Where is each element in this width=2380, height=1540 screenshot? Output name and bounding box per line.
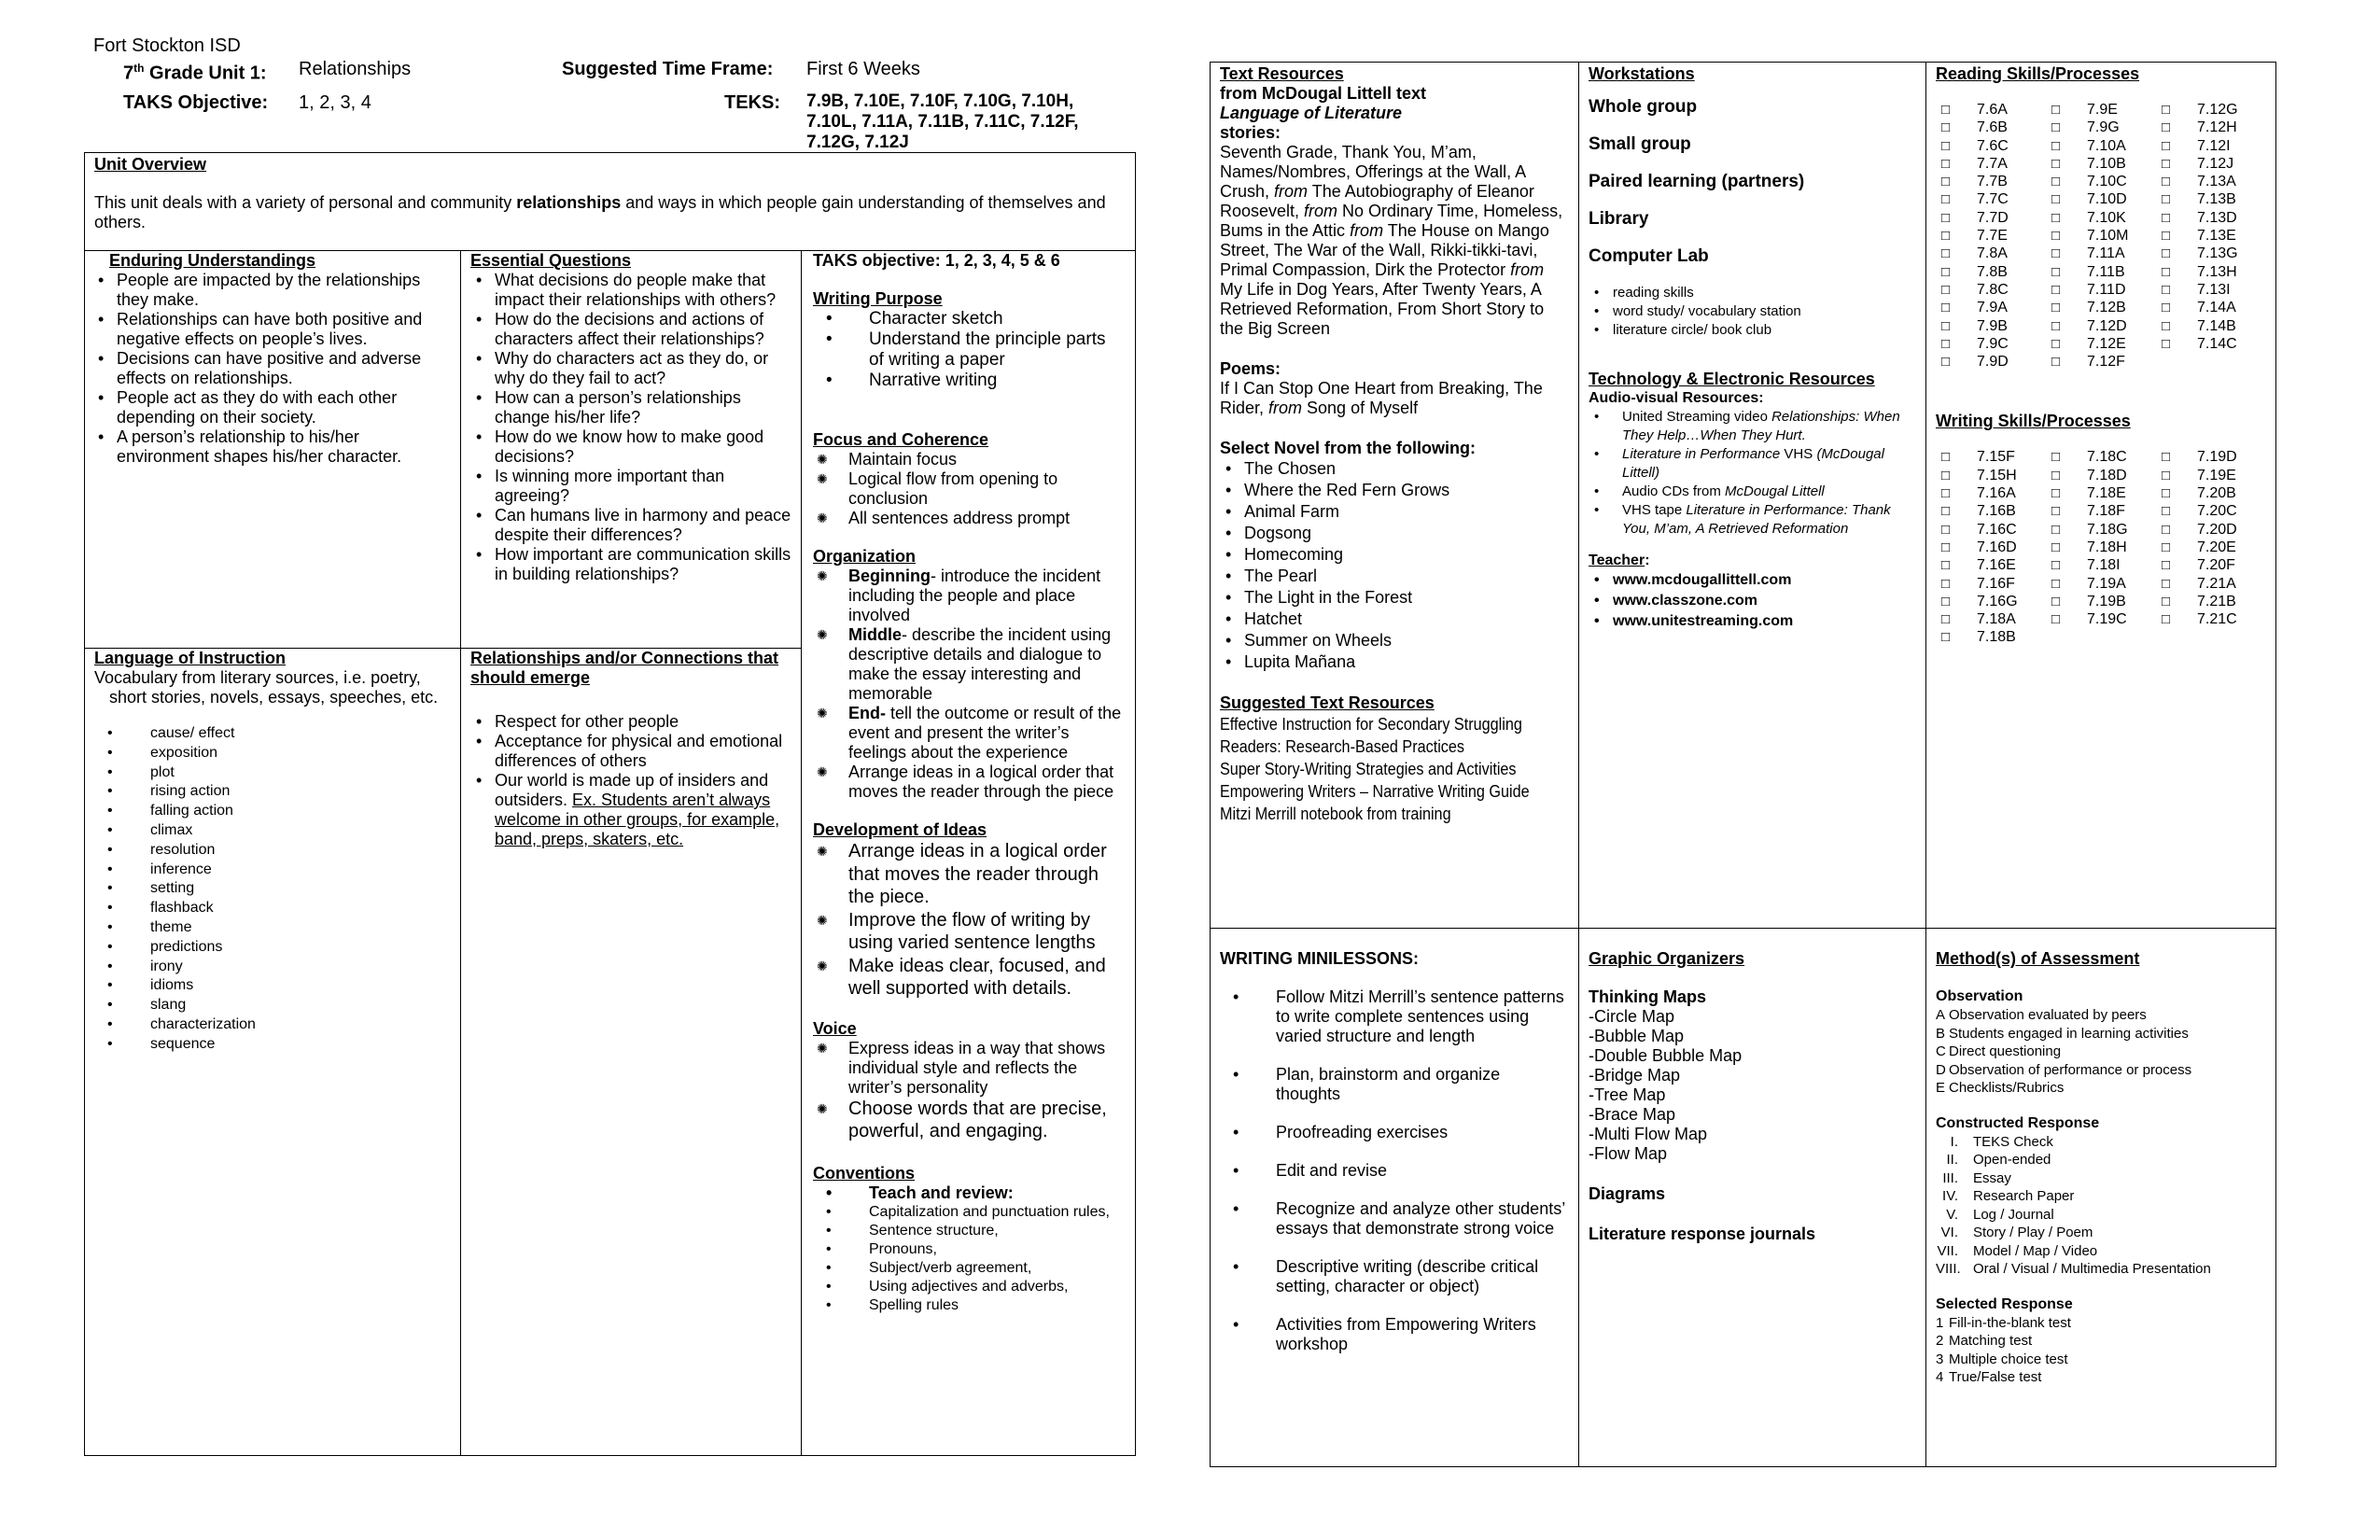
- writing-skill-checkbox: □ 7.20B: [2156, 484, 2266, 502]
- writing-skill-checkbox: □ 7.20E: [2156, 539, 2266, 556]
- suggested-item: Mitzi Merrill notebook from training: [1220, 805, 1451, 823]
- thinking-map-item: -Multi Flow Map: [1589, 1125, 1708, 1143]
- district-name: Fort Stockton ISD: [93, 35, 241, 56]
- writing-skill-checkbox: □ 7.20D: [2156, 521, 2266, 539]
- workstation-item: • word study/ vocabulary station: [1589, 302, 1916, 321]
- suggested-item: Empowering Writers – Narrative Writing Guide: [1220, 782, 1530, 801]
- reading-skill-checkbox: □ 7.9B: [1936, 317, 2046, 335]
- writing-skill-checkbox: □ 7.16E: [1936, 556, 2046, 574]
- reading-skill-checkbox: □ 7.9E: [2046, 101, 2156, 119]
- unit-overview-text: This unit deals with a variety of personal and community relationships and ways in which people gain understanding of themselves and others.: [94, 193, 1106, 231]
- writing-purpose-item: • Narrative writing: [813, 371, 1124, 391]
- observation-item: C Direct questioning: [1936, 1043, 2062, 1059]
- writing-skill-checkbox: □ 7.16G: [1936, 593, 2046, 610]
- selected-title: Selected Response: [1936, 1295, 2073, 1312]
- reading-skill-checkbox: □ 7.14C: [2156, 335, 2266, 353]
- development-item: ✺ Arrange ideas in a logical order that moves the reader through the piece.: [813, 840, 1124, 909]
- minilesson-item: • Descriptive writing (describe critical setting, character or object): [1220, 1257, 1569, 1296]
- language-term: • climax: [94, 821, 451, 841]
- language-term: • slang: [94, 996, 451, 1015]
- constructed-item: III. Essay: [1942, 1169, 2011, 1186]
- reading-skill-checkbox: □ 7.9C: [1936, 335, 2046, 353]
- language-term: • rising action: [94, 782, 451, 802]
- reading-skill-checkbox: □ 7.12H: [2156, 119, 2266, 136]
- novel-list: [1220, 458, 1569, 673]
- questions-list: [470, 271, 791, 584]
- workstation-item: • reading skills: [1589, 284, 1916, 302]
- thinking-map-item: -Circle Map: [1589, 1007, 1675, 1026]
- language-term: • plot: [94, 763, 451, 783]
- conventions-item: • Spelling rules: [813, 1296, 1124, 1315]
- reading-skill-checkbox: □ 7.7C: [1936, 190, 2046, 208]
- organization-title: Organization: [813, 547, 917, 566]
- observation-item: E Checklists/Rubrics: [1936, 1080, 2065, 1096]
- conventions-item: • Sentence structure,: [813, 1222, 1124, 1240]
- workstation-group: Computer Lab: [1589, 246, 1709, 266]
- writing-purpose-item: • Understand the principle parts of writing a paper: [813, 329, 1124, 371]
- reading-skill-checkbox: □ 7.13G: [2156, 245, 2266, 262]
- constructed-list: [1936, 1133, 2266, 1279]
- unit-overview-title: Unit Overview: [94, 155, 207, 174]
- language-term: • irony: [94, 958, 451, 977]
- language-term: • falling action: [94, 802, 451, 821]
- reading-skill-checkbox: □ 7.9G: [2046, 119, 2156, 136]
- taks-col-title: TAKS objective: 1, 2, 3, 4, 5 & 6: [813, 251, 1060, 270]
- connections-item: • Respect for other people: [470, 712, 791, 732]
- stories-title: stories:: [1220, 123, 1281, 142]
- writing-minilessons: [1210, 928, 1579, 1467]
- reading-skills-title: Reading Skills/Processes: [1936, 64, 2140, 83]
- maps-list: [1589, 1007, 1916, 1164]
- writing-skill-checkbox: □ 7.18A: [1936, 610, 2046, 628]
- unit-overview: [84, 152, 1136, 251]
- writing-skill-checkbox: □ 7.19C: [2046, 610, 2156, 628]
- reading-skill-checkbox: □ 7.8C: [1936, 281, 2046, 299]
- workstation-group: Library: [1589, 209, 1649, 229]
- reading-skill-checkbox: □ 7.12D: [2046, 317, 2156, 335]
- organization-list: [813, 567, 1124, 802]
- teacher-link: • www.mcdougallittell.com: [1589, 570, 1916, 591]
- reading-skill-checkbox: □ 7.9A: [1936, 299, 2046, 316]
- questions-title: Essential Questions: [470, 251, 632, 270]
- reading-skill-checkbox: □ 7.10C: [2046, 173, 2156, 190]
- methods-of-assessment: [1925, 928, 2276, 1467]
- connections-item: • Our world is made up of insiders and outsiders. Ex. Students aren’t always welcome in other groups, for example, band, preps, skaters, etc.: [470, 771, 791, 849]
- constructed-item: VIII. Oral / Visual / Multimedia Presentation: [1936, 1261, 2211, 1277]
- suggested-item: Effective Instruction for Secondary Struggling Readers: Research-Based Practices: [1220, 715, 1522, 756]
- writing-skill-checkbox: □ 7.19D: [2156, 448, 2266, 466]
- minilesson-item: • Proofreading exercises: [1220, 1123, 1569, 1142]
- writing-skill-checkbox: □ 7.20F: [2156, 556, 2266, 574]
- reading-skill-checkbox: □ 7.6B: [1936, 119, 2046, 136]
- workstation-item: • literature circle/ book club: [1589, 321, 1916, 340]
- writing-skill-checkbox: □ 7.16F: [1936, 575, 2046, 593]
- development-item: ✺ Improve the flow of writing by using varied sentence lengths: [813, 909, 1124, 955]
- taks-label: TAKS Objective:: [123, 92, 269, 113]
- thinking-map-item: -Double Bubble Map: [1589, 1046, 1743, 1065]
- reading-skill-checkbox: □ 7.14A: [2156, 299, 2266, 316]
- connections-item: • Acceptance for physical and emotional differences of others: [470, 732, 791, 771]
- teacher-link: • www.classzone.com: [1589, 591, 1916, 611]
- language-term: • characterization: [94, 1015, 451, 1035]
- language-term: • idioms: [94, 976, 451, 996]
- reading-skill-checkbox: □ 7.12I: [2156, 137, 2266, 155]
- text-resources-book: Language of Literature: [1220, 104, 1403, 122]
- diagrams-label: Diagrams: [1589, 1184, 1666, 1203]
- reading-skill-checkbox: □ 7.8A: [1936, 245, 2046, 262]
- reading-skill-checkbox: □ 7.12E: [2046, 335, 2156, 353]
- conventions-title: Conventions: [813, 1163, 916, 1183]
- reading-skill-checkbox: □ 7.12J: [2156, 155, 2266, 173]
- writing-skill-checkbox: □ 7.16C: [1936, 521, 2046, 539]
- language-term: • sequence: [94, 1035, 451, 1055]
- writing-skill-checkbox: □ 7.16A: [1936, 484, 2046, 502]
- writing-skill-checkbox: □ 7.18G: [2046, 521, 2156, 539]
- organization-item: ✺ Middle- describe the incident using descriptive details and dialogue to make the essay interesting and memorable: [813, 625, 1124, 704]
- novel-item: • The Chosen: [1220, 458, 1569, 480]
- reading-skill-checkbox: □ 7.10K: [2046, 209, 2156, 227]
- language-term: • cause/ effect: [94, 724, 451, 744]
- language-term: • inference: [94, 861, 451, 880]
- novel-item: • Homecoming: [1220, 544, 1569, 566]
- focus-title: Focus and Coherence: [813, 430, 989, 449]
- writing-skill-checkbox: □ 7.21B: [2156, 593, 2266, 610]
- constructed-item: I. TEKS Check: [1950, 1133, 2053, 1150]
- teks-value: 7.9B, 7.10E, 7.10F, 7.10G, 7.10H, 7.10L, 7.11A, 7.11B, 7.11C, 7.12F, 7.12G, 7.12J: [806, 91, 1079, 152]
- reading-skill-checkbox: □ 7.10D: [2046, 190, 2156, 208]
- reading-skills-grid: [1936, 101, 2266, 371]
- selected-item: 1 Fill-in-the-blank test: [1936, 1314, 2071, 1331]
- thinking-map-item: -Brace Map: [1589, 1105, 1676, 1124]
- workstation-group: Paired learning (partners): [1589, 172, 1805, 191]
- writing-skill-checkbox: □ 7.18C: [2046, 448, 2156, 466]
- minilesson-item: • Recognize and analyze other students’ essays that demonstrate strong voice: [1220, 1199, 1569, 1239]
- thinking-map-item: -Bubble Map: [1589, 1027, 1685, 1045]
- selected-item: 2 Matching test: [1936, 1333, 2033, 1349]
- av-item: • United Streaming video Relationships: When They Help…When They Hurt.: [1589, 408, 1916, 445]
- teacher-link: • www.unitestreaming.com: [1589, 611, 1916, 632]
- time-frame-value: First 6 Weeks: [806, 59, 920, 79]
- writing-skill-checkbox: □ 7.16D: [1936, 539, 2046, 556]
- writing-skill-checkbox: □ 7.21A: [2156, 575, 2266, 593]
- reading-skill-checkbox: □ 7.12B: [2046, 299, 2156, 316]
- novel-item: • Animal Farm: [1220, 501, 1569, 523]
- reading-skill-checkbox: □ 7.10M: [2046, 227, 2156, 245]
- organizers-title: Graphic Organizers: [1589, 949, 1745, 968]
- novel-item: • Where the Red Fern Grows: [1220, 480, 1569, 501]
- observation-item: B Students engaged in learning activities: [1936, 1025, 2189, 1042]
- reading-skill-checkbox: □ 7.7B: [1936, 173, 2046, 190]
- reading-skill-checkbox: □ 7.11A: [2046, 245, 2156, 262]
- minilesson-item: • Activities from Empowering Writers workshop: [1220, 1315, 1569, 1354]
- thinking-map-item: -Tree Map: [1589, 1085, 1666, 1104]
- writing-skill-checkbox: □ 7.19A: [2046, 575, 2156, 593]
- question-item: • How important are communication skills in building relationships?: [470, 545, 791, 584]
- novel-item: • Dogsong: [1220, 523, 1569, 544]
- language-term: • setting: [94, 879, 451, 899]
- reading-skill-checkbox: □ 7.13H: [2156, 263, 2266, 281]
- av-item: • VHS tape Literature in Performance: Thank You, M’am, A Retrieved Reformation: [1589, 501, 1916, 539]
- enduring-item: • Relationships can have both positive and negative effects on people’s lives.: [92, 310, 453, 349]
- suggested-list: [1220, 713, 1573, 825]
- writing-skill-checkbox: □ 7.21C: [2156, 610, 2266, 628]
- stories-text: Seventh Grade, Thank You, M’am, Names/Nombres, Offerings at the Wall, A Crush, from The Autobiography of Eleanor Roosevelt, from No Ordinary Time, Homeless, Bums in the Attic from The House on Mango Street, The War of the Wall, Rikki-tikki-tavi, Primal Compassion, Dirk the Protector from My Life in Dog Years, After Twenty Years, A Retrieved Reformation, From Short Story to the Big Screen: [1220, 143, 1563, 338]
- language-of-instruction: [84, 648, 461, 1456]
- conventions-item: • Using adjectives and adverbs,: [813, 1278, 1124, 1296]
- observation-item: A Observation evaluated by peers: [1936, 1007, 2147, 1023]
- teacher-links: [1589, 570, 1916, 632]
- connections-title: Relationships and/or Connections that should emerge: [470, 649, 779, 687]
- minilesson-item: • Edit and revise: [1220, 1161, 1569, 1181]
- teks-label: TEKS:: [724, 92, 780, 113]
- language-term: • flashback: [94, 899, 451, 918]
- workstation-groups: [1589, 97, 1916, 267]
- language-title: Language of Instruction: [94, 649, 286, 667]
- time-frame-label: Suggested Time Frame:: [562, 59, 774, 79]
- reading-skill-checkbox: □ 7.7D: [1936, 209, 2046, 227]
- workstation-items: [1589, 284, 1916, 340]
- poems-text: If I Can Stop One Heart from Breaking, The Rider, from Song of Myself: [1220, 379, 1543, 417]
- voice-item: ✺ Express ideas in a way that shows individual style and reflects the writer’s personality: [813, 1039, 1124, 1098]
- writing-skill-checkbox: □ 7.18B: [1936, 628, 2046, 646]
- development-item: ✺ Make ideas clear, focused, and well supported with details.: [813, 955, 1124, 1001]
- thinking-map-item: -Flow Map: [1589, 1144, 1668, 1163]
- writing-skill-checkbox: □ 7.18H: [2046, 539, 2156, 556]
- assessment-title: Method(s) of Assessment: [1936, 949, 2140, 968]
- minilessons-list: [1220, 987, 1569, 1354]
- novel-item: • Summer on Wheels: [1220, 630, 1569, 651]
- selected-item: 4 True/False test: [1936, 1369, 2042, 1385]
- voice-list: [813, 1039, 1124, 1143]
- novel-item: • The Pearl: [1220, 566, 1569, 587]
- enduring-understandings: [84, 250, 461, 649]
- workstations-title: Workstations: [1589, 64, 1695, 83]
- writing-skill-checkbox: □ 7.18D: [2046, 467, 2156, 484]
- focus-item: ✺ Maintain focus: [813, 450, 1124, 469]
- reading-skill-checkbox: □ 7.13D: [2156, 209, 2266, 227]
- writing-skill-checkbox: □ 7.15H: [1936, 467, 2046, 484]
- conventions-item: • Subject/verb agreement,: [813, 1259, 1124, 1278]
- reading-skill-checkbox: □ 7.8B: [1936, 263, 2046, 281]
- question-item: • Is winning more important than agreeing?: [470, 467, 791, 506]
- observation-title: Observation: [1936, 988, 2023, 1004]
- question-item: • How do the decisions and actions of characters affect their relationships?: [470, 310, 791, 349]
- writing-skill-checkbox: □ 7.15F: [1936, 448, 2046, 466]
- constructed-item: II. Open-ended: [1946, 1152, 2051, 1168]
- workstations: [1578, 62, 1926, 929]
- conventions-item: • Pronouns,: [813, 1240, 1124, 1259]
- text-resources-source: from McDougal Littell text: [1220, 84, 1427, 103]
- reading-skill-checkbox: □ 7.11B: [2046, 263, 2156, 281]
- constructed-item: VII. Model / Map / Video: [1937, 1242, 2098, 1259]
- reading-skill-checkbox: □ 7.7E: [1936, 227, 2046, 245]
- workstation-group: Small group: [1589, 134, 1691, 154]
- novel-item: • Hatchet: [1220, 609, 1569, 630]
- constructed-item: VI. Story / Play / Poem: [1940, 1225, 2093, 1240]
- connections-list-last: [470, 771, 791, 849]
- grade-unit-label: 7th Grade Unit 1:: [123, 62, 267, 84]
- minilesson-item: • Follow Mitzi Merrill’s sentence patterns to write complete sentences using varied structure and length: [1220, 987, 1569, 1046]
- development-list: [813, 840, 1124, 1001]
- reading-skill-checkbox: □ 7.6C: [1936, 137, 2046, 155]
- language-term: • theme: [94, 918, 451, 938]
- conventions-teach: • Teach and review:: [813, 1183, 1124, 1203]
- organization-item: ✺ End- tell the outcome or result of the event and present the writer’s feelings about the experience: [813, 704, 1124, 763]
- language-intro: Vocabulary from literary sources, i.e. poetry, short stories, novels, essays, speeches, etc.: [94, 668, 439, 707]
- suggested-title: Suggested Text Resources: [1220, 693, 1435, 712]
- focus-item: ✺ Logical flow from opening to conclusion: [813, 469, 1124, 509]
- voice-item: ✺ Choose words that are precise, powerful, and engaging.: [813, 1098, 1124, 1143]
- selected-item: 3 Multiple choice test: [1936, 1351, 2068, 1367]
- organization-item: ✺ Beginning- introduce the incident including the people and place involved: [813, 567, 1124, 625]
- minilessons-title: WRITING MINILESSONS:: [1220, 949, 1419, 968]
- av-list: [1589, 408, 1916, 539]
- reading-skill-checkbox: □ 7.10A: [2046, 137, 2156, 155]
- reading-skill-checkbox: □ 7.13I: [2156, 281, 2266, 299]
- reading-skill-checkbox: □ 7.10B: [2046, 155, 2156, 173]
- av-item: • Audio CDs from McDougal Littell: [1589, 483, 1916, 501]
- journals-label: Literature response journals: [1589, 1225, 1816, 1243]
- conventions-list: [813, 1203, 1124, 1315]
- workstation-group: Whole group: [1589, 97, 1698, 117]
- novel-title: Select Novel from the following:: [1220, 439, 1477, 457]
- question-item: • Why do characters act as they do, or why do they fail to act?: [470, 349, 791, 388]
- enduring-item: • People act as they do with each other depending on their society.: [92, 388, 453, 427]
- taks-objective-column: [801, 250, 1136, 1456]
- focus-item: ✺ All sentences address prompt: [813, 509, 1124, 528]
- teacher-title: Teacher:: [1589, 553, 1650, 568]
- thinking-map-item: -Bridge Map: [1589, 1066, 1681, 1085]
- novel-item: • The Light in the Forest: [1220, 587, 1569, 609]
- reading-skill-checkbox: □ 7.11D: [2046, 281, 2156, 299]
- writing-purpose-title: Writing Purpose: [813, 289, 943, 308]
- conventions-item: • Capitalization and punctuation rules,: [813, 1203, 1124, 1222]
- reading-skills: [1925, 62, 2276, 929]
- novel-item: • Lupita Mañana: [1220, 651, 1569, 673]
- tech-title: Technology & Electronic Resources: [1589, 370, 1875, 388]
- enduring-item: • People are impacted by the relationships they make.: [92, 271, 453, 310]
- reading-skill-checkbox: □ 7.12G: [2156, 101, 2266, 119]
- organization-item: ✺ Arrange ideas in a logical order that moves the reader through the piece: [813, 763, 1124, 802]
- av-title: Audio-visual Resources:: [1589, 390, 1764, 406]
- writing-skills-grid: [1936, 448, 2266, 646]
- constructed-item: IV. Research Paper: [1942, 1188, 2075, 1204]
- question-item: • Can humans live in harmony and peace despite their differences?: [470, 506, 791, 545]
- reading-skill-checkbox: □ 7.13A: [2156, 173, 2266, 190]
- enduring-title: Enduring Understandings: [109, 251, 316, 270]
- text-resources-title: Text Resources: [1220, 64, 1344, 83]
- constructed-item: V. Log / Journal: [1946, 1206, 2054, 1223]
- question-item: • How can a person’s relationships change his/her life?: [470, 388, 791, 427]
- reading-skill-checkbox: □ 7.14B: [2156, 317, 2266, 335]
- writing-skill-checkbox: □ 7.18E: [2046, 484, 2156, 502]
- writing-skill-checkbox: □ 7.20C: [2156, 502, 2266, 520]
- language-terms-list: [94, 724, 451, 1055]
- text-resources: [1210, 62, 1579, 929]
- writing-skill-checkbox: □ 7.19E: [2156, 467, 2266, 484]
- connections-list: [470, 712, 791, 771]
- language-term: • predictions: [94, 938, 451, 958]
- enduring-item: • A person’s relationship to his/her environment shapes his/her character.: [92, 427, 453, 467]
- writing-skills-title: Writing Skills/Processes: [1936, 412, 2131, 431]
- constructed-title: Constructed Response: [1936, 1114, 2100, 1131]
- question-item: • How do we know how to make good decisions?: [470, 427, 791, 467]
- graphic-organizers: [1578, 928, 1926, 1467]
- development-title: Development of Ideas: [813, 820, 987, 839]
- taks-value: 1, 2, 3, 4: [299, 92, 371, 113]
- observation-item: D Observation of performance or process: [1936, 1061, 2192, 1078]
- writing-skill-checkbox: □ 7.18F: [2046, 502, 2156, 520]
- observation-list: [1936, 1006, 2266, 1098]
- essential-questions: [460, 250, 802, 649]
- enduring-list: [92, 271, 453, 467]
- suggested-item: Super Story-Writing Strategies and Activities: [1220, 760, 1517, 778]
- writing-purpose-list: [813, 309, 1124, 391]
- unit-name: Relationships: [299, 59, 412, 79]
- writing-skill-checkbox: □ 7.16B: [1936, 502, 2046, 520]
- poems-title: Poems:: [1220, 359, 1281, 378]
- maps-title: Thinking Maps: [1589, 987, 1706, 1006]
- reading-skill-checkbox: □ 7.7A: [1936, 155, 2046, 173]
- language-term: • resolution: [94, 841, 451, 861]
- writing-purpose-item: • Character sketch: [813, 309, 1124, 329]
- relationships-connections: [460, 648, 802, 1456]
- reading-skill-checkbox: □ 7.6A: [1936, 101, 2046, 119]
- minilesson-item: • Plan, brainstorm and organize thoughts: [1220, 1065, 1569, 1104]
- question-item: • What decisions do people make that impact their relationships with others?: [470, 271, 791, 310]
- language-term: • exposition: [94, 744, 451, 763]
- selected-list: [1936, 1314, 2266, 1387]
- focus-list: [813, 450, 1124, 528]
- voice-title: Voice: [813, 1018, 857, 1038]
- reading-skill-checkbox: □ 7.13B: [2156, 190, 2266, 208]
- reading-skill-checkbox: □ 7.12F: [2046, 353, 2156, 371]
- av-item: • Literature in Performance VHS (McDougal Littell): [1589, 445, 1916, 483]
- writing-skill-checkbox: □ 7.18I: [2046, 556, 2156, 574]
- enduring-item: • Decisions can have positive and adverse effects on relationships.: [92, 349, 453, 388]
- reading-skill-checkbox: □ 7.13E: [2156, 227, 2266, 245]
- writing-skill-checkbox: □ 7.19B: [2046, 593, 2156, 610]
- reading-skill-checkbox: □ 7.9D: [1936, 353, 2046, 371]
